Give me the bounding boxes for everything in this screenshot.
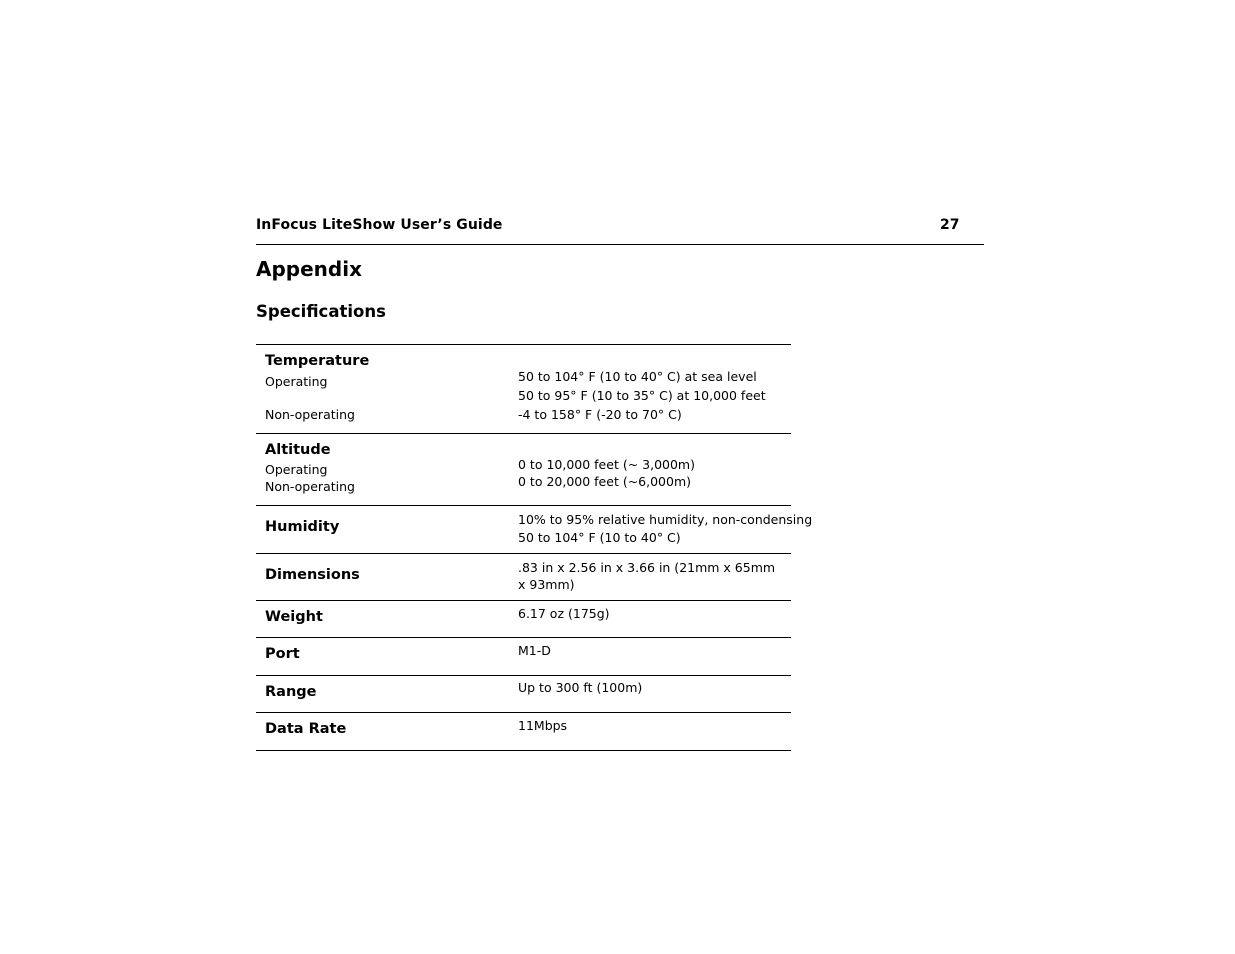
spec-row-dimensions — [256, 554, 791, 601]
spec-value: M1-D — [518, 643, 551, 658]
spec-label: Humidity — [265, 519, 340, 535]
spec-sublabel: Operating — [265, 462, 328, 477]
spec-row-temperature — [256, 345, 791, 434]
spec-row-port — [256, 638, 791, 676]
spec-label: Weight — [265, 609, 323, 625]
spec-row-range — [256, 676, 791, 713]
spec-value: -4 to 158° F (-20 to 70° C) — [518, 407, 682, 422]
spec-label: Dimensions — [265, 567, 360, 583]
section-heading: Appendix — [256, 257, 362, 281]
spec-label: Altitude — [265, 442, 331, 458]
spec-value: 11Mbps — [518, 718, 568, 733]
specifications-table — [256, 344, 813, 751]
spec-row-weight — [256, 601, 791, 638]
spec-value: 50 to 104° F (10 to 40° C) — [518, 530, 681, 545]
spec-label: Range — [265, 684, 317, 700]
spec-sublabel: Non-operating — [265, 407, 355, 422]
spec-row-altitude — [256, 434, 791, 506]
spec-value: 6.17 oz (175g) — [518, 606, 610, 621]
document-title: InFocus LiteShow User’s Guide — [256, 217, 503, 233]
spec-value: 50 to 104° F (10 to 40° C) at sea level — [518, 369, 757, 384]
subsection-heading: Specifications — [256, 302, 386, 321]
page-header — [256, 217, 984, 245]
spec-sublabel: Non-operating — [265, 479, 355, 494]
spec-value: 50 to 95° F (10 to 35° C) at 10,000 feet — [518, 388, 766, 403]
spec-value: 10% to 95% relative humidity, non-condensing — [518, 512, 813, 527]
spec-value: 0 to 10,000 feet (~ 3,000m) — [518, 457, 695, 472]
spec-value: Up to 300 ft (100m) — [518, 680, 643, 695]
spec-value: 0 to 20,000 feet (~6,000m) — [518, 474, 692, 489]
spec-value: .83 in x 2.56 in x 3.66 in (21mm x 65mm x 93mm) — [518, 560, 776, 592]
spec-row-humidity — [256, 506, 813, 554]
spec-label: Temperature — [265, 353, 370, 369]
spec-label: Port — [265, 646, 300, 662]
spec-sublabel: Operating — [265, 374, 328, 389]
spec-label: Data Rate — [265, 721, 347, 737]
page-number: 27 — [940, 217, 960, 233]
spec-row-data-rate — [256, 713, 791, 751]
